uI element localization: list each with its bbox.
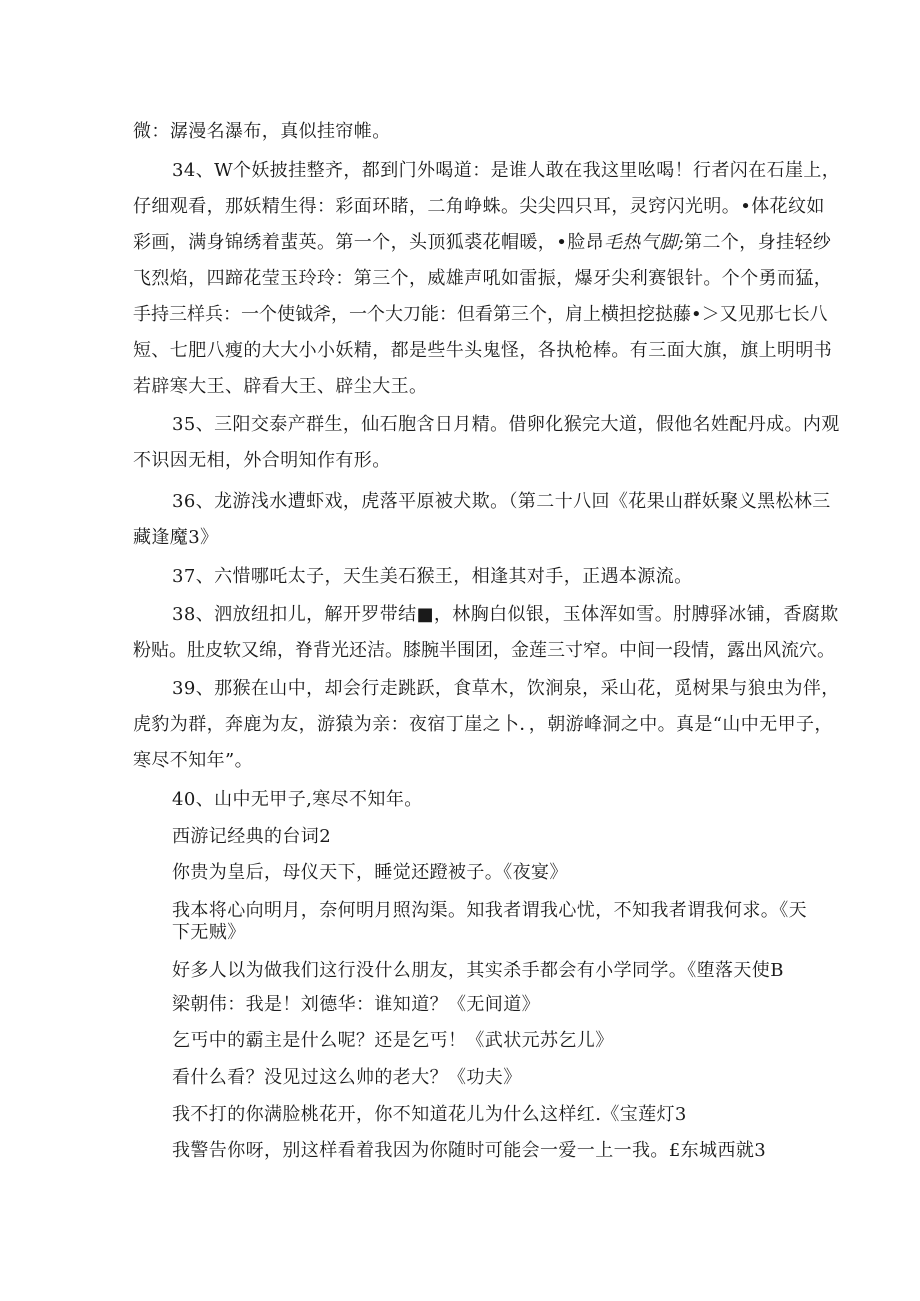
text-line: 飞烈焰，四蹄花莹玉玲玲：第三个，威雄声吼如雷振，爆牙尖利赛银针。个个勇而猛， (133, 268, 833, 289)
text-line: 短、七肥八瘦的大大小小妖精，都是些牛头鬼怪，各执枪棒。有三面大旗，旗上明明书 (133, 340, 833, 361)
text-line: 若辟寒大王、辟看大王、辟尘大王。 (133, 376, 428, 397)
italic-text-segment: 毛热气脚; (604, 232, 685, 253)
text-line: 看什么看？没见过这么帅的老大？《功夫》 (172, 1067, 522, 1088)
text-line: 仔细观看，那妖精生得：彩面环睹，二角峥蛛。尖尖四只耳，灵窍闪光明。•体花纹如 (133, 196, 825, 217)
text-line: 你贵为皇后，母仪天下，睡觉还蹬被子。《夜宴》 (172, 862, 568, 883)
text-line: 36、龙游浅水遭虾戏，虎落平原被犬欺。（第二十八回《花果山群妖聚义黑松林三 (172, 491, 831, 512)
section-heading: 西游记经典的台词2 (172, 826, 332, 847)
text-line: 我不打的你满脸桃花开，你不知道花儿为什么这样红.《宝莲灯3 (172, 1104, 687, 1125)
text-line: 我警告你呀，别这样看着我因为你随时可能会一爱一上一我。£东城西就3 (172, 1140, 767, 1161)
text-line: 不识因无相，外合明知作有形。 (133, 450, 391, 471)
text-line: 寒尽不知年”。 (133, 750, 254, 771)
text-line: 37、六惜哪吒太子，天生美石猴王，相逢其对手，正遇本源流。 (172, 566, 693, 587)
text-line: 35、三阳交泰产群生，仙石胞含日月精。借卵化猴完大道，假他名姓配丹成。内观 (172, 414, 840, 435)
text-line: 40、山中无甲子,寒尽不知年。 (172, 789, 423, 810)
text-line: 34、W个妖披挂整齐，都到门外喝道：是谁人敢在我这里吆喝！行者闪在石崖上， (172, 160, 841, 181)
text-segment: 第二个，身挂轻纱 (684, 232, 832, 253)
text-line: 乞丐中的霸主是什么呢？还是乞丐！《武状元苏乞儿》 (172, 1030, 614, 1051)
text-line: 我本将心向明月，奈何明月照沟渠。知我者谓我心忧，不知我者谓我何求。《天 (172, 900, 807, 921)
text-line: 好多人以为做我们这行没什么朋友，其实杀手都会有小学同学。《堕落天使B (172, 960, 784, 981)
text-segment: 彩画，满身锦绣着蜚英。第一个，头顶狐裘花帽暖，•脸昂 (133, 232, 605, 253)
text-line: 38、泗放纽扣儿，解开罗带结■，林胸白似银，玉体浑如雪。肘膊驿冰铺，香腐欺 (172, 604, 839, 625)
text-line: 虎豹为群，奔鹿为友，游猿为亲：夜宿丁崖之卜．，朝游峰洞之中。真是“山中无甲子， (133, 714, 833, 735)
text-line: 藏逢魔3》 (133, 527, 219, 548)
text-line: 粉贴。肚皮软又绵，脊背光还洁。膝腕半围团，金莲三寸窄。中间一段情，露出风流穴。 (133, 640, 835, 661)
text-line: 39、那猴在山中，却会行走跳跃，食草木，饮涧泉，采山花，觅树果与狼虫为伴， (172, 678, 840, 699)
text-line: 下无贼》 (172, 922, 246, 943)
text-line: 微：潺漫名瀑布，真似挂帘帷。 (133, 121, 391, 142)
text-line: 手持三样兵：一个使钺斧，一个大刀能：但看第三个，肩上横担挖挞藤•＞又见那七长八 (133, 304, 828, 325)
text-line: 梁朝伟：我是！刘德华：谁知道？《无间道》 (172, 994, 540, 1015)
text-line (133, 232, 831, 254)
